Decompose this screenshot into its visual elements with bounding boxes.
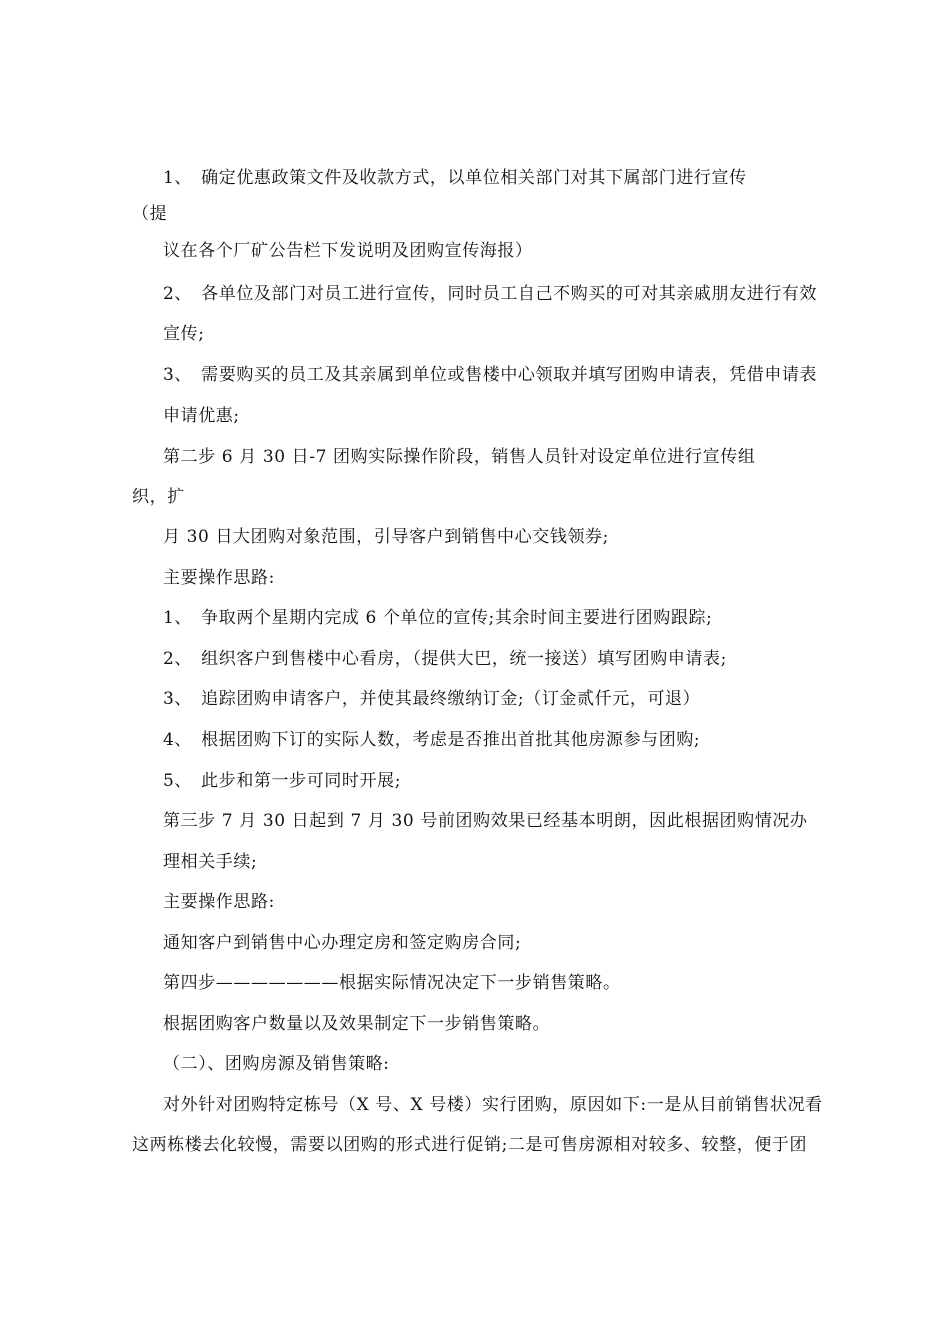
step1-item-2-cont: 宣传; <box>163 324 205 344</box>
step3-ops-text: 通知客户到销售中心办理定房和签定购房合同; <box>163 933 522 953</box>
step2-item-1: 1、 争取两个星期内完成 6 个单位的宣传;其余时间主要进行团购跟踪; <box>163 608 713 628</box>
step3-ops-label: 主要操作思路: <box>163 892 275 912</box>
step1-item-1-wrap: （提 <box>132 204 168 224</box>
step2-heading-wrap: 织，扩 <box>132 487 185 507</box>
step2-ops-label: 主要操作思路: <box>163 568 275 588</box>
step1-item-3-cont: 申请优惠; <box>163 406 240 426</box>
step2-item-3: 3、 追踪团购申请客户，并使其最终缴纳订金;（订金贰仟元，可退） <box>163 689 701 709</box>
step3-heading: 第三步 7 月 30 日起到 7 月 30 号前团购效果已经基本明朗，因此根据团购情况办 <box>163 811 808 831</box>
step1-item-1-cont: 议在各个厂矿公告栏下发说明及团购宣传海报） <box>163 241 533 261</box>
step2-heading: 第二步 6 月 30 日-7 团购实际操作阶段，销售人员针对设定单位进行宣传组 <box>163 447 756 467</box>
step4-heading: 第四步———————根据实际情况决定下一步销售策略。 <box>163 973 621 993</box>
section-2-heading: （二）、团购房源及销售策略: <box>163 1054 390 1074</box>
step1-item-3: 3、 需要购买的员工及其亲属到单位或售楼中心领取并填写团购申请表，凭借申请表 <box>163 365 818 385</box>
section-2-paragraph-line-2: 这两栋楼去化较慢，需要以团购的形式进行促销;二是可售房源相对较多、较整，便于团 <box>132 1135 808 1155</box>
step2-item-5: 5、 此步和第一步可同时开展; <box>163 771 402 791</box>
step2-heading-cont: 月 30 日大团购对象范围，引导客户到销售中心交钱领券; <box>163 527 609 547</box>
step3-heading-cont: 理相关手续; <box>163 852 258 872</box>
step1-item-1: 1、 确定优惠政策文件及收款方式，以单位相关部门对其下属部门进行宣传 <box>163 168 747 188</box>
step2-item-4: 4、 根据团购下订的实际人数，考虑是否推出首批其他房源参与团购; <box>163 730 701 750</box>
section-2-paragraph-line-1: 对外针对团购特定栋号（X 号、X 号楼）实行团购，原因如下:一是从目前销售状况看 <box>163 1095 823 1115</box>
step2-item-2: 2、 组织客户到售楼中心看房，（提供大巴，统一接送）填写团购申请表; <box>163 649 727 669</box>
step4-text: 根据团购客户数量以及效果制定下一步销售策略。 <box>163 1014 551 1034</box>
step1-item-2: 2、 各单位及部门对员工进行宣传，同时员工自己不购买的可对其亲戚朋友进行有效 <box>163 284 818 304</box>
